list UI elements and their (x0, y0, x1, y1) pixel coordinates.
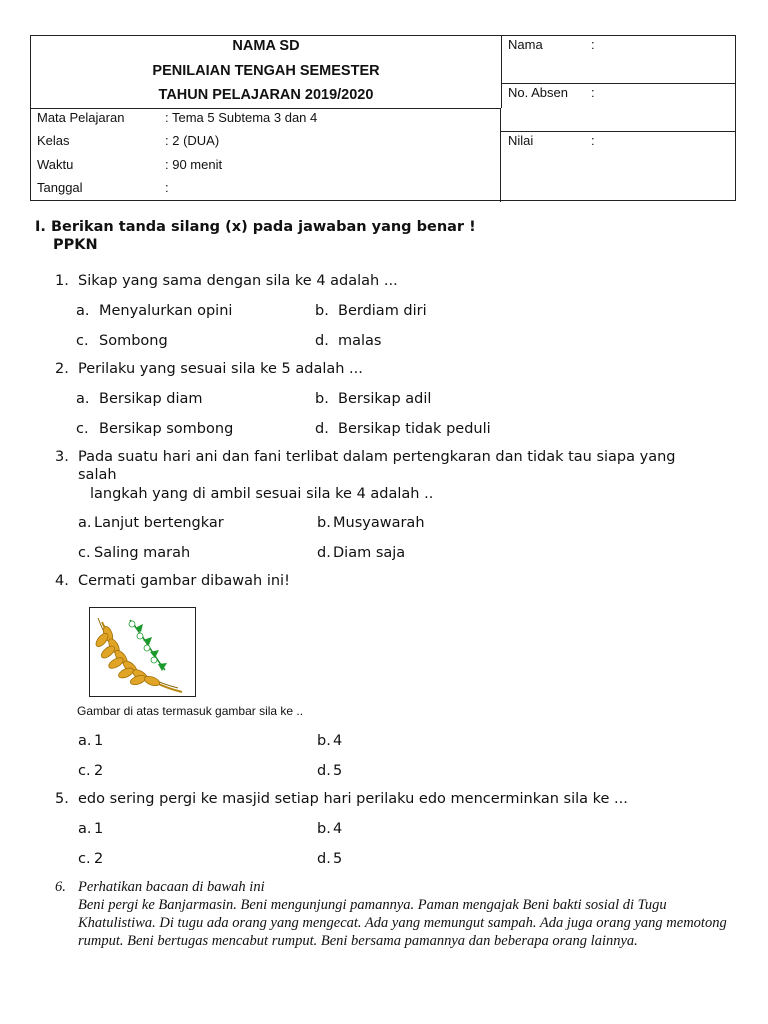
option-text: 4 (333, 821, 343, 837)
option-letter: d. (317, 763, 331, 779)
option-text: Berdiam diri (338, 303, 427, 319)
option-text: Bersikap tidak peduli (338, 421, 491, 437)
option-letter: d. (317, 851, 331, 867)
option-letter: b. (317, 821, 331, 837)
option-letter: a. (76, 391, 90, 407)
cell-label: Nilai (508, 133, 534, 148)
absence-number-cell[interactable] (501, 84, 735, 132)
student-name-cell[interactable] (501, 36, 735, 84)
cell-colon: : (591, 37, 595, 52)
option-letter: a. (78, 515, 92, 531)
score-cell[interactable] (501, 132, 735, 200)
option-text: Saling marah (94, 545, 191, 561)
cell-colon: : (591, 133, 595, 148)
exam-name: PENILAIAN TENGAH SEMESTER (152, 63, 380, 79)
option-letter: a. (76, 303, 90, 319)
exam-info-block (31, 108, 501, 202)
question-number: 5. (55, 791, 69, 807)
option-letter: c. (76, 333, 89, 349)
option-letter: d. (315, 421, 329, 437)
section-subject: PPKN (53, 237, 98, 253)
header-title-block (31, 36, 502, 108)
option-text: Bersikap adil (338, 391, 432, 407)
academic-year: TAHUN PELAJARAN 2019/2020 (158, 87, 374, 103)
rice-stalk-icon (90, 608, 195, 696)
option-letter: b. (315, 303, 329, 319)
option-letter: c. (78, 851, 91, 867)
cell-colon: : (591, 85, 595, 100)
option-letter: d. (317, 545, 331, 561)
question-text: edo sering pergi ke masjid setiap hari perilaku edo mencerminkan sila ke ... (78, 791, 628, 807)
cell-label: Nama (508, 37, 543, 52)
info-value: : 2 (DUA) (165, 133, 220, 148)
option-text: malas (338, 333, 382, 349)
option-text: 1 (94, 821, 104, 837)
info-value: : 90 menit (165, 157, 223, 172)
question-number: 3. (55, 449, 69, 465)
info-value: : (165, 180, 169, 195)
section-instruction: I. Berikan tanda silang (x) pada jawaban yang benar ! (35, 219, 476, 235)
question-text: Cermati gambar dibawah ini! (78, 573, 290, 589)
option-letter: b. (315, 391, 329, 407)
info-label: Waktu (37, 157, 74, 172)
question-text: Perilaku yang sesuai sila ke 5 adalah ... (78, 361, 363, 377)
option-text: Diam saja (333, 545, 406, 561)
option-text: 2 (94, 763, 104, 779)
question-text-line-3: langkah yang di ambil sesuai sila ke 4 adalah .. (90, 486, 434, 502)
option-text: Lanjut bertengkar (94, 515, 224, 531)
option-text: Bersikap diam (99, 391, 203, 407)
option-letter: b. (317, 515, 331, 531)
info-value: : Tema 5 Subtema 3 dan 4 (165, 110, 318, 125)
question-text-line-1: Pada suatu hari ani dan fani terlibat dalam pertengkaran dan tidak tau siapa yang (78, 449, 676, 465)
question-number: 2. (55, 361, 69, 377)
cell-label: No. Absen (508, 85, 568, 100)
info-label: Tanggal (37, 180, 83, 195)
question-text-line-2: salah (78, 467, 117, 483)
option-letter: a. (78, 733, 92, 749)
option-letter: a. (78, 821, 92, 837)
option-text: Musyawarah (333, 515, 425, 531)
option-letter: d. (315, 333, 329, 349)
info-label: Kelas (37, 133, 70, 148)
school-name: NAMA SD (232, 38, 300, 54)
option-text: 4 (333, 733, 343, 749)
option-text: 1 (94, 733, 104, 749)
option-text: 5 (333, 763, 343, 779)
rice-cotton-symbol-image (89, 607, 196, 697)
section-heading (35, 218, 476, 254)
question-number: 4. (55, 573, 69, 589)
question-text: Perhatikan bacaan di bawah ini (78, 879, 265, 895)
option-letter: c. (78, 545, 91, 561)
question-text: Sikap yang sama dengan sila ke 4 adalah ... (78, 273, 398, 289)
option-text: 5 (333, 851, 343, 867)
question-number: 1. (55, 273, 69, 289)
option-text: Bersikap sombong (99, 421, 234, 437)
option-text: 2 (94, 851, 104, 867)
question-number: 6. (55, 879, 66, 895)
reading-passage: Beni pergi ke Banjarmasin. Beni mengunjungi pamannya. Paman mengajak Beni bakti sosial di Tugu Khatulistiwa. Di tugu ada orang yang mengecat. Ada yang memungut sampah. Ada juga orang yang memotong rumput. Beni bertugas mencabut rumput. Beni bersama pamannya dan beberapa orang lainnya. (78, 897, 727, 949)
option-letter: b. (317, 733, 331, 749)
image-caption: Gambar di atas termasuk gambar sila ke .. (77, 704, 304, 718)
option-letter: c. (76, 421, 89, 437)
info-label: Mata Pelajaran (37, 110, 125, 125)
option-text: Menyalurkan opini (99, 303, 233, 319)
option-text: Sombong (99, 333, 168, 349)
exam-header-table (30, 35, 736, 201)
option-letter: c. (78, 763, 91, 779)
